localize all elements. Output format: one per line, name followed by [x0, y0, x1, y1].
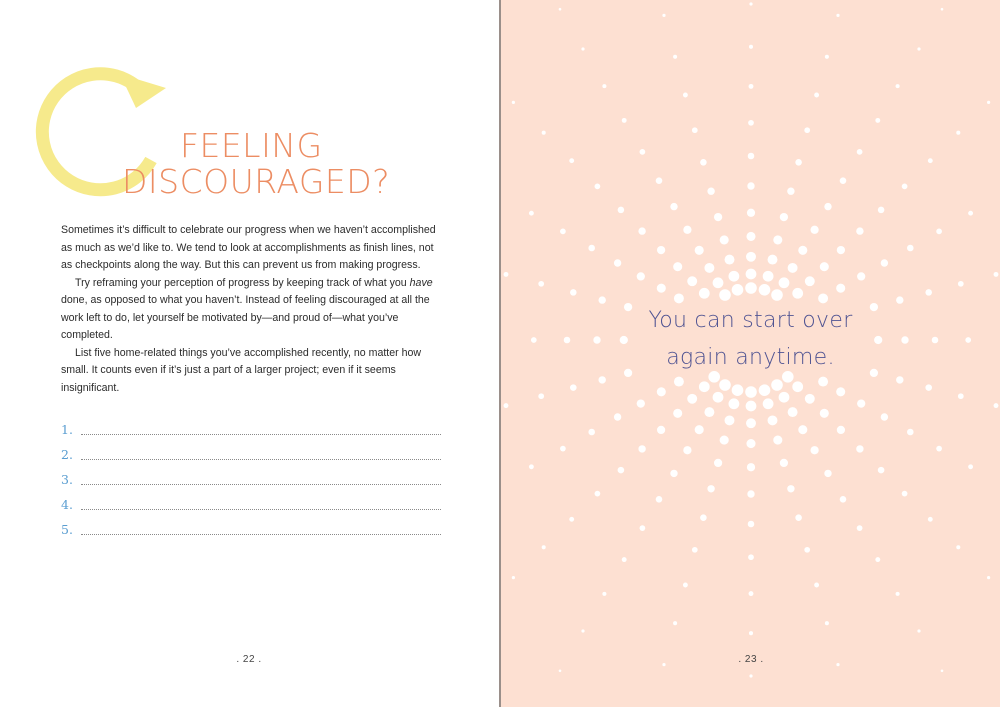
page-title-line1: FEELING [180, 126, 323, 165]
ray-dot [818, 377, 828, 387]
paragraph-2 [61, 275, 446, 345]
ray-dot [602, 592, 606, 596]
ray-dot [729, 398, 740, 409]
ray-dot [763, 398, 774, 409]
ray-dot [896, 84, 900, 88]
ray-dot [570, 289, 577, 296]
ray-dot [771, 379, 783, 391]
ray-dot [902, 184, 908, 190]
ray-dot [707, 485, 714, 492]
ray-dot [810, 446, 818, 454]
ray-dot [512, 101, 515, 104]
ray-dot [542, 131, 546, 135]
ray-dot [720, 235, 729, 244]
ray-dot [569, 158, 574, 163]
ray-dot [560, 446, 566, 452]
paragraph-1: Sometimes it’s difficult to celebrate our progress when we haven’t accomplished as much as we’d like to. We tend to look at accomplishments as finish lines, not as checkpoints along the way. But this can prevent us from making progress. [61, 224, 436, 271]
ray-dot [622, 118, 627, 123]
quote-line2: again anytime. [666, 345, 835, 370]
ray-dot [779, 392, 790, 403]
list-number: 4. [61, 497, 73, 512]
page-title-line2: DISCOURAGED? [122, 162, 391, 201]
ray-dot [656, 496, 663, 503]
quote [501, 302, 1000, 376]
ray-dot [504, 272, 509, 277]
ray-dot [595, 491, 601, 497]
ray-dot [837, 426, 845, 434]
ray-dot [857, 149, 863, 155]
ray-dot [713, 392, 724, 403]
ray-dot [538, 281, 544, 287]
paragraph-3: List five home-related things you’ve accomplished recently, no matter how small. It counts even if it’s just a part of a larger project; even if it seems insignificant. [61, 346, 422, 394]
ray-dot [504, 403, 509, 408]
ray-dot [748, 153, 755, 160]
ray-dot [746, 232, 755, 241]
ray-dot [824, 203, 831, 210]
ray-dot [768, 255, 778, 265]
ray-dot [798, 425, 807, 434]
ray-dot [836, 14, 839, 17]
ray-dot [941, 670, 944, 673]
ray-dot [875, 118, 880, 123]
ray-dot [773, 235, 782, 244]
ray-dot [618, 467, 625, 474]
ray-dot [958, 393, 964, 399]
ray-dot [662, 663, 665, 666]
ray-dot [683, 446, 691, 454]
ray-dot [713, 277, 724, 288]
ray-dot [840, 177, 847, 184]
ray-dot [569, 517, 574, 522]
ray-dot [559, 670, 562, 673]
ray-dot [657, 426, 665, 434]
ray-dot [759, 384, 771, 396]
ray-dot [746, 439, 755, 448]
ray-dot [670, 203, 677, 210]
ray-dot [687, 394, 697, 404]
ray-dot [692, 547, 698, 553]
ray-dot [602, 84, 606, 88]
ray-dot [749, 591, 754, 596]
ray-dot [788, 263, 798, 273]
ray-dot [748, 521, 755, 528]
ray-dot [825, 621, 829, 625]
ray-dot [987, 576, 990, 579]
ray-dot [704, 263, 714, 273]
ray-dot [956, 545, 960, 549]
list-item[interactable] [61, 522, 441, 547]
ray-dot [614, 413, 621, 420]
ray-dot [683, 583, 688, 588]
ray-dot [714, 459, 722, 467]
ray-dot [878, 207, 885, 214]
ray-dot [588, 429, 595, 436]
ray-dot [804, 127, 810, 133]
ray-dot [720, 436, 729, 445]
ray-dot [820, 409, 829, 418]
page-number-left: . 22 . [236, 654, 262, 665]
ray-dot [917, 47, 920, 50]
ray-dot [570, 384, 577, 391]
ray-dot [637, 272, 645, 280]
ray-dot [936, 229, 942, 235]
ray-dot [773, 436, 782, 445]
ray-dot [673, 621, 677, 625]
ray-dot [917, 629, 920, 632]
ray-dot [640, 525, 646, 531]
ray-dot [746, 418, 756, 428]
ray-dot [749, 674, 752, 677]
ray-dot [581, 47, 584, 50]
ray-dot [588, 245, 595, 252]
ray-dot [925, 289, 932, 296]
ray-dot [747, 490, 754, 497]
ray-dot [856, 227, 863, 234]
ray-dot [857, 272, 865, 280]
ray-dot [725, 255, 735, 265]
ray-dot [747, 182, 754, 189]
ray-dot [805, 394, 815, 404]
ray-dot [747, 463, 755, 471]
ray-dot [529, 464, 534, 469]
ray-dot [958, 281, 964, 287]
ray-dot [725, 415, 735, 425]
ray-dot [673, 409, 682, 418]
ray-dot [936, 446, 942, 452]
ray-dot [748, 120, 754, 126]
ray-dot [928, 158, 933, 163]
ray-dot [674, 377, 684, 387]
ray-dot [856, 445, 863, 452]
quote-line1: You can start over [648, 308, 853, 333]
ray-dot [759, 284, 771, 296]
ray-dot [881, 259, 888, 266]
ray-dot [780, 213, 788, 221]
ray-dot [956, 131, 960, 135]
ray-dot [792, 288, 803, 299]
ray-dot [622, 557, 627, 562]
ray-dot [512, 576, 515, 579]
ray-dot [719, 289, 731, 301]
ray-dot [878, 467, 885, 474]
ray-dot [968, 464, 973, 469]
ray-dot [987, 101, 990, 104]
ray-dot [837, 246, 845, 254]
ray-dot [700, 159, 707, 166]
ray-dot [798, 246, 807, 255]
list-item[interactable] [61, 472, 441, 497]
ray-dot [692, 127, 698, 133]
ray-dot [673, 262, 682, 271]
ray-dot [928, 517, 933, 522]
ray-dot [560, 229, 566, 235]
ray-dot [763, 271, 774, 282]
ray-dot [749, 45, 753, 49]
ray-dot [707, 188, 714, 195]
ray-dot [768, 415, 778, 425]
ray-dot [779, 277, 790, 288]
ray-dot [687, 276, 697, 286]
ray-dot [857, 525, 863, 531]
ray-dot [749, 2, 752, 5]
ray-dot [896, 376, 903, 383]
ray-dot [559, 8, 562, 11]
ray-dot [907, 429, 914, 436]
ray-dot [657, 387, 666, 396]
ray-dot [875, 557, 880, 562]
ray-dot [788, 407, 798, 417]
dotted-line [81, 509, 441, 510]
ray-dot [719, 379, 731, 391]
ray-dot [746, 269, 757, 280]
ray-dot [814, 93, 819, 98]
ray-dot [787, 188, 794, 195]
ray-dot [857, 399, 865, 407]
ray-dot [747, 209, 755, 217]
ray-dot [657, 284, 666, 293]
list-item[interactable] [61, 447, 441, 472]
ray-dot [699, 381, 710, 392]
writing-lines [61, 422, 441, 547]
ray-dot [780, 459, 788, 467]
ray-dot [729, 271, 740, 282]
ray-dot [714, 213, 722, 221]
list-number: 2. [61, 447, 73, 462]
body-text [61, 222, 446, 397]
ray-dot [700, 514, 707, 521]
ray-dot [745, 282, 757, 294]
list-item[interactable] [61, 422, 441, 447]
ray-dot [814, 583, 819, 588]
ray-dot [746, 401, 757, 412]
ray-dot [836, 284, 845, 293]
ray-dot [771, 289, 783, 301]
ray-dot [618, 207, 625, 214]
list-number: 3. [61, 472, 73, 487]
ray-dot [745, 386, 757, 398]
ray-dot [614, 259, 621, 266]
ray-dot [836, 387, 845, 396]
ray-dot [925, 384, 932, 391]
ray-dot [902, 491, 908, 497]
ray-dot [907, 245, 914, 252]
ray-dot [746, 252, 756, 262]
ray-dot [640, 149, 646, 155]
ray-dot [840, 496, 847, 503]
ray-dot [695, 246, 704, 255]
ray-dot [538, 393, 544, 399]
ray-dot [673, 55, 677, 59]
ray-dot [637, 399, 645, 407]
ray-dot [749, 84, 754, 89]
ray-dot [795, 159, 802, 166]
dotted-line [81, 484, 441, 485]
list-item[interactable] [61, 497, 441, 522]
ray-dot [941, 8, 944, 11]
ray-dot [804, 547, 810, 553]
ray-dot [542, 545, 546, 549]
ray-dot [695, 425, 704, 434]
ray-dot [662, 14, 665, 17]
ray-dot [994, 272, 999, 277]
ray-dot [896, 592, 900, 596]
ray-dot [638, 227, 645, 234]
ray-dot [820, 262, 829, 271]
ray-dot [748, 554, 754, 560]
ray-dot [810, 226, 818, 234]
ray-dot [704, 407, 714, 417]
ray-dot [529, 211, 534, 216]
ray-dot [732, 384, 744, 396]
ray-dot [699, 288, 710, 299]
ray-dot [792, 381, 803, 392]
list-number: 1. [61, 422, 73, 437]
ray-dot [656, 177, 663, 184]
ray-dot [836, 663, 839, 666]
paragraph-2-italic: have [409, 276, 433, 289]
dotted-line [81, 534, 441, 535]
paragraph-2-start: Try reframing your perception of progress by keeping track of what you [75, 276, 407, 289]
ray-dot [683, 226, 691, 234]
dotted-line [81, 459, 441, 460]
ray-dot [749, 631, 753, 635]
ray-dot [657, 246, 665, 254]
ray-dot [824, 470, 831, 477]
ray-dot [595, 184, 601, 190]
ray-dot [581, 629, 584, 632]
list-number: 5. [61, 522, 73, 537]
ray-dot [670, 470, 677, 477]
ray-dot [825, 55, 829, 59]
paragraph-2-end: done, as opposed to what you haven’t. Instead of feeling discouraged at all the work left to do, let yourself be motivated by—and proud of—what you’ve completed. [61, 294, 430, 341]
dotted-line [81, 434, 441, 435]
ray-dot [732, 284, 744, 296]
ray-dot [599, 376, 606, 383]
right-page [501, 0, 1000, 707]
left-page [0, 0, 499, 707]
ray-dot [805, 276, 815, 286]
ray-dot [787, 485, 794, 492]
ray-dot [994, 403, 999, 408]
ray-dot [795, 514, 802, 521]
ray-dot [683, 93, 688, 98]
ray-dot [968, 211, 973, 216]
ray-dot [881, 413, 888, 420]
page-number-right: . 23 . [738, 654, 764, 665]
ray-dot [638, 445, 645, 452]
